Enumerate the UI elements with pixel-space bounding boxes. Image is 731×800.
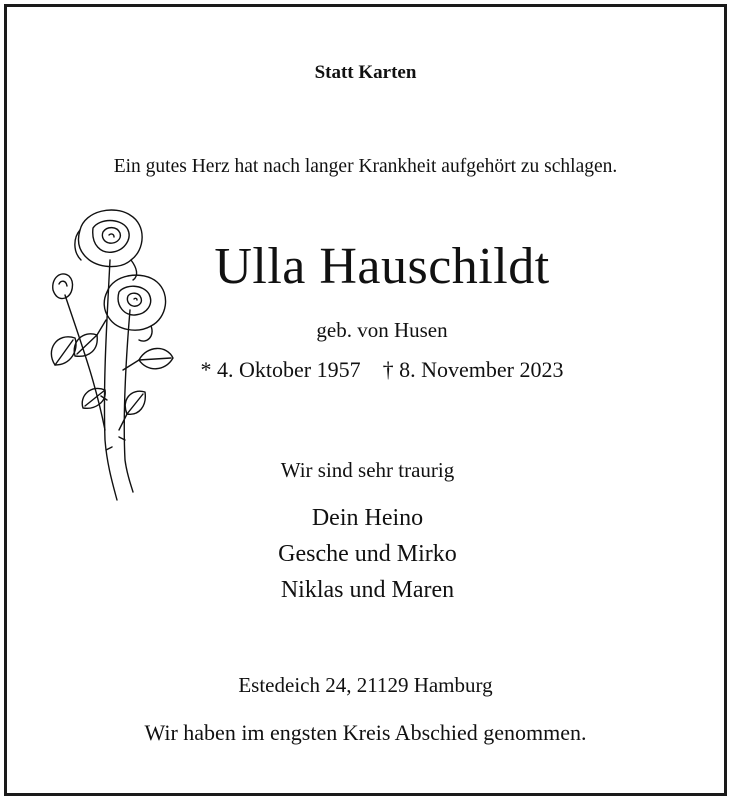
death-date: † 8. November 2023 xyxy=(382,357,564,382)
address-text: Estedeich 24, 21129 Hamburg xyxy=(238,673,493,697)
notice-header: Statt Karten xyxy=(314,62,417,83)
maiden-name: geb. von Husen xyxy=(316,318,448,342)
life-dates xyxy=(162,357,602,383)
mourner-line: Gesche und Mirko xyxy=(278,541,457,567)
obituary-notice xyxy=(4,4,727,796)
birth-date: * 4. Oktober 1957 xyxy=(200,357,361,382)
mourner-line: Niklas und Maren xyxy=(280,577,455,603)
mourners-list xyxy=(7,500,728,608)
closing-text: Wir haben im engsten Kreis Abschied genommen. xyxy=(144,720,587,745)
sentiment-text: Wir sind sehr traurig xyxy=(280,458,455,482)
deceased-name: Ulla Hauschildt xyxy=(214,238,550,295)
intro-text: Ein gutes Herz hat nach langer Krankheit aufgehört zu schlagen. xyxy=(113,156,618,177)
mourner-line: Dein Heino xyxy=(311,505,424,531)
